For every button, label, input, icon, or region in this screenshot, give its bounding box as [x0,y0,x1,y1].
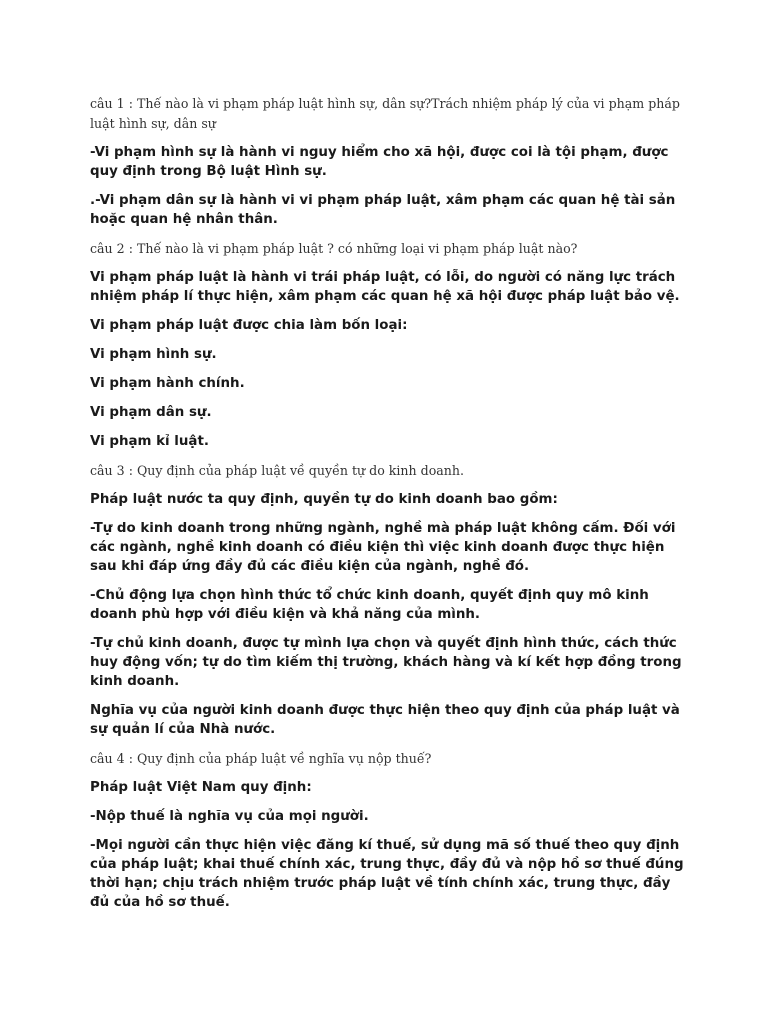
answer-paragraph: -Vi phạm hình sự là hành vi nguy hiểm cho xã hội, được coi là tội phạm, được quy định trong Bộ luật Hình sự. [90,145,669,179]
question-heading: câu 3 : Quy định của pháp luật về quyền tự do kinh doanh. [90,463,465,478]
question-heading: câu 1 : Thế nào là vi phạm pháp luật hình sự, dân sự?Trách nhiệm pháp lý của vi phạm pháp luật hình sự, dân sự [90,96,680,131]
answer-paragraph: Pháp luật nước ta quy định, quyền tự do kinh doanh bao gồm: [90,492,558,507]
question-heading: câu 2 : Thế nào là vi phạm pháp luật ? có những loại vi phạm pháp luật nào? [90,241,578,256]
document-body [90,94,690,922]
answer-list-item: Vi phạm hình sự. [90,347,217,362]
answer-paragraph: Nghĩa vụ của người kinh doanh được thực hiện theo quy định của pháp luật và sự quản lí của Nhà nước. [90,703,680,737]
answer-list-item: Vi phạm dân sự. [90,405,212,420]
answer-paragraph: Pháp luật Việt Nam quy định: [90,780,312,795]
answer-paragraph: -Tự chủ kinh doanh, được tự mình lựa chọn và quyết định hình thức, cách thức huy động vốn; tự do tìm kiếm thị trường, khách hàng và kí kết hợp đồng trong kinh doanh. [90,636,682,689]
answer-list-item: Vi phạm hành chính. [90,376,245,391]
answer-paragraph: Vi phạm pháp luật được chia làm bốn loại: [90,318,408,333]
answer-list-item: Vi phạm kỉ luật. [90,434,209,449]
question-heading: câu 4 : Quy định của pháp luật về nghĩa vụ nộp thuế? [90,751,432,766]
answer-paragraph: .-Vi phạm dân sự là hành vi vi phạm pháp luật, xâm phạm các quan hệ tài sản hoặc quan hệ nhân thân. [90,193,676,227]
answer-paragraph: -Nộp thuế là nghĩa vụ của mọi người. [90,809,369,824]
answer-paragraph: Vi phạm pháp luật là hành vi trái pháp luật, có lỗi, do người có năng lực trách nhiệm pháp lí thực hiện, xâm phạm các quan hệ xã hội được pháp luật bảo vệ. [90,270,680,304]
answer-paragraph: -Chủ động lựa chọn hình thức tổ chức kinh doanh, quyết định quy mô kinh doanh phù hợp với điều kiện và khả năng của mình. [90,588,649,622]
answer-paragraph: -Mọi người cần thực hiện việc đăng kí thuế, sử dụng mã số thuế theo quy định của pháp luật; khai thuế chính xác, trung thực, đầy đủ và nộp hồ sơ thuế đúng thời hạn; chịu trách nhiệm trước pháp luật về tính chính xác, trung thực, đầy đủ của hồ sơ thuế. [90,838,684,910]
answer-paragraph: -Tự do kinh doanh trong những ngành, nghề mà pháp luật không cấm. Đối với các ngành, nghề kinh doanh có điều kiện thì việc kinh doanh được thực hiện sau khi đáp ứng đầy đủ các điều kiện của ngành, nghề đó. [90,521,676,574]
